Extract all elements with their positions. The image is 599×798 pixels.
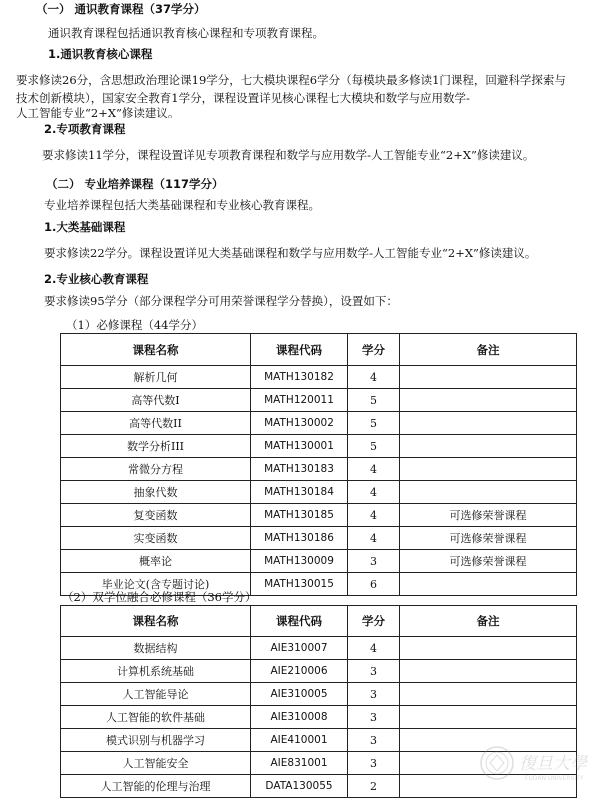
table-row (61, 637, 577, 660)
cell-course-name: 解析几何 (61, 366, 251, 389)
table-row (61, 435, 577, 458)
cell-course-code: MATH130186 (251, 527, 348, 550)
cell-credits: 3 (348, 752, 400, 775)
cell-credits: 5 (348, 435, 400, 458)
svg-text:復旦大學: 復旦大學 (519, 754, 587, 774)
cell-course-code: AIE310008 (251, 706, 348, 729)
cell-credits: 5 (348, 412, 400, 435)
cell-remarks (400, 412, 577, 435)
cell-remarks (400, 683, 577, 706)
cell-course-code: MATH130001 (251, 435, 348, 458)
university-watermark-logo (479, 743, 595, 783)
cell-remarks (400, 458, 577, 481)
cell-course-code: MATH130182 (251, 366, 348, 389)
paragraph-professional-training: 专业培养课程包括大类基础课程和专业核心教育课程。 (44, 198, 320, 212)
cell-course-name: 人工智能导论 (61, 683, 251, 706)
cell-remarks (400, 637, 577, 660)
cell-credits: 3 (348, 706, 400, 729)
cell-credits: 4 (348, 366, 400, 389)
header-course-name: 课程名称 (61, 606, 251, 637)
paragraph-core-courses-3: 人工智能专业“2+X”修读建议。 (16, 106, 180, 118)
cell-course-code: DATA130055 (251, 775, 348, 798)
cell-remarks (400, 660, 577, 683)
table-row (61, 481, 577, 504)
header-course-name: 课程名称 (61, 334, 251, 366)
cell-course-name: 数学分析III (61, 435, 251, 458)
cell-remarks (400, 573, 577, 596)
cell-course-name: 数据结构 (61, 637, 251, 660)
table-row (61, 550, 577, 573)
cell-course-name: 人工智能安全 (61, 752, 251, 775)
cell-remarks (400, 366, 577, 389)
cell-course-name: 概率论 (61, 550, 251, 573)
cell-course-name: 模式识别与机器学习 (61, 729, 251, 752)
subheading-special-courses: 2.专项教育课程 (44, 122, 126, 136)
cell-credits: 5 (348, 389, 400, 412)
table-row (61, 660, 577, 683)
table-row (61, 366, 577, 389)
cell-course-code: AIE210006 (251, 660, 348, 683)
cell-credits: 4 (348, 637, 400, 660)
paragraph-core-courses-2: 技术创新模块），国家安全教育1学分，课程设置详见核心课程七大模块和数学与应用数学- (16, 91, 470, 105)
table2-caption: （2）双学位融合必修课程（36学分） (62, 590, 257, 604)
cell-credits: 3 (348, 683, 400, 706)
svg-text:FUDAN UNIVERSITY: FUDAN UNIVERSITY (525, 775, 584, 782)
header-course-code: 课程代码 (251, 334, 348, 366)
cell-remarks (400, 389, 577, 412)
cell-course-name: 毕业论文(含专题讨论) (61, 573, 251, 596)
cell-remarks (400, 481, 577, 504)
cell-credits: 3 (348, 550, 400, 573)
header-credits: 学分 (348, 334, 400, 366)
cell-course-code: AIE831001 (251, 752, 348, 775)
cell-credits: 4 (348, 458, 400, 481)
cell-course-code: MATH130183 (251, 458, 348, 481)
university-seal-icon (479, 743, 595, 783)
table-row (61, 683, 577, 706)
paragraph-basic-courses: 要求修读22学分。课程设置详见大类基础课程和数学与应用数学-人工智能专业“2+X”修读建议。 (44, 246, 537, 260)
header-remarks: 备注 (400, 334, 577, 366)
cell-credits: 3 (348, 729, 400, 752)
cell-course-name: 高等代数II (61, 412, 251, 435)
cell-course-code: AIE410001 (251, 729, 348, 752)
cell-course-name: 复变函数 (61, 504, 251, 527)
section-heading-general-education: （一） 通识教育课程（37学分） (36, 2, 206, 16)
cell-course-code: MATH120011 (251, 389, 348, 412)
table-row (61, 527, 577, 550)
cell-course-code: AIE310005 (251, 683, 348, 706)
header-credits: 学分 (348, 606, 400, 637)
cell-course-code: MATH130184 (251, 481, 348, 504)
table-row (61, 389, 577, 412)
cell-course-code: MATH130185 (251, 504, 348, 527)
header-course-code: 课程代码 (251, 606, 348, 637)
cell-remarks (400, 435, 577, 458)
table1-caption: （1）必修课程（44学分） (66, 318, 203, 332)
cell-course-code: MATH130015 (251, 573, 348, 596)
required-courses-table (60, 333, 577, 596)
table-row (61, 458, 577, 481)
cell-course-name: 抽象代数 (61, 481, 251, 504)
paragraph-core-courses-1: 要求修读26分，含思想政治理论课19学分，七大模块课程6学分（每模块最多修读1门课程，回避科学探索与 (16, 73, 566, 87)
cell-course-code: MATH130002 (251, 412, 348, 435)
cell-credits: 6 (348, 573, 400, 596)
cell-remarks: 可选修荣誉课程 (400, 550, 577, 573)
section-heading-professional-training: （二） 专业培养课程（117学分） (46, 177, 224, 191)
table-header-row (61, 606, 577, 637)
paragraph-major-core: 要求修读95学分（部分课程学分可用荣誉课程学分替换），设置如下： (44, 294, 398, 308)
header-remarks: 备注 (400, 606, 577, 637)
table-row (61, 412, 577, 435)
cell-course-name: 计算机系统基础 (61, 660, 251, 683)
table-row (61, 706, 577, 729)
paragraph-general-education: 通识教育课程包括通识教育核心课程和专项教育课程。 (48, 26, 324, 40)
cell-course-name: 人工智能的伦理与治理 (61, 775, 251, 798)
cell-remarks: 可选修荣誉课程 (400, 504, 577, 527)
cell-remarks: 可选修荣誉课程 (400, 527, 577, 550)
cell-credits: 2 (348, 775, 400, 798)
cell-credits: 4 (348, 504, 400, 527)
cell-course-code: AIE310007 (251, 637, 348, 660)
cell-remarks (400, 706, 577, 729)
subheading-basic-courses: 1.大类基础课程 (44, 220, 126, 234)
subheading-major-core: 2.专业核心教育课程 (44, 272, 149, 286)
cell-course-name: 高等代数I (61, 389, 251, 412)
table-row (61, 504, 577, 527)
cell-credits: 3 (348, 660, 400, 683)
cell-course-name: 实变函数 (61, 527, 251, 550)
subheading-core-courses: 1.通识教育核心课程 (48, 47, 153, 61)
cell-credits: 4 (348, 527, 400, 550)
cell-course-code: MATH130009 (251, 550, 348, 573)
cell-course-name: 人工智能的软件基础 (61, 706, 251, 729)
paragraph-special-courses: 要求修读11学分，课程设置详见专项教育课程和数学与应用数学-人工智能专业“2+X”修读建议。 (42, 148, 535, 162)
table-header-row (61, 334, 577, 366)
cell-credits: 4 (348, 481, 400, 504)
cell-course-name: 常微分方程 (61, 458, 251, 481)
